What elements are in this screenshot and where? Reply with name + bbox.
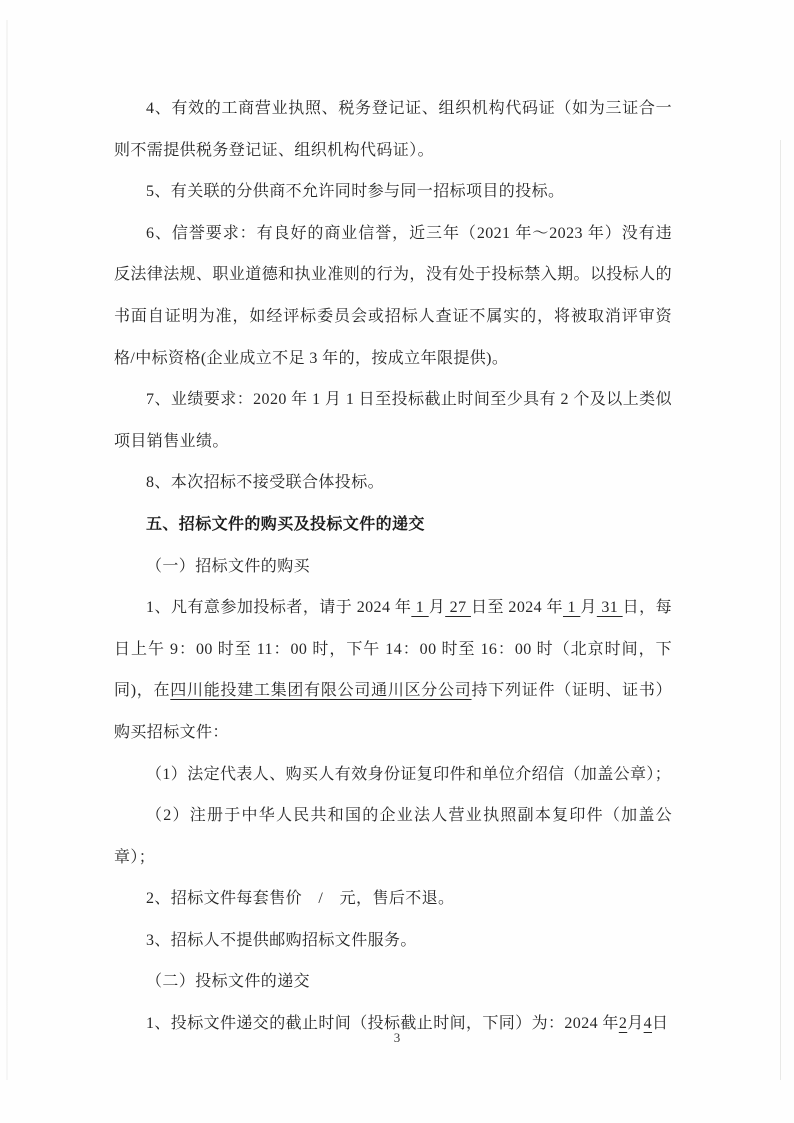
qualification-item-4 — [114, 88, 672, 171]
qualification-item-5 — [114, 171, 672, 213]
purchase-item-1-text: 月 — [580, 599, 597, 617]
qualification-item-7-performance-requirement-text: 7、业绩要求：2020 年 1 月 1 日至投标截止时间至少具有 2 个及以上类似项目销售业绩。 — [114, 391, 672, 450]
page-footer — [0, 1030, 794, 1046]
submission-item-1-deadline-text: 日 — [652, 1015, 669, 1033]
purchase-item-1-text: 日至 2024 年 — [470, 599, 563, 617]
purchase-item-1-text: 日，每日上午 9：00 时至 11：00 时，下午 14：00 时至 16：00 时（北京时间，下同)，在 — [114, 599, 672, 700]
section-5-heading — [114, 504, 672, 546]
qualification-item-6-credit-requirement — [114, 213, 672, 379]
subsection-1-heading-purchase-text: （一）招标文件的购买 — [146, 557, 311, 575]
qualification-item-5-text: 5、有关联的分供商不允许同时参与同一招标项目的投标。 — [146, 183, 565, 201]
purchase-item-1 — [114, 587, 672, 753]
submission-item-1-deadline-text: 月 — [627, 1015, 644, 1033]
subsection-2-heading-submission-text: （二）投标文件的递交 — [146, 973, 311, 991]
document-body — [114, 88, 672, 1045]
section-5-heading-text: 五、招标文件的购买及投标文件的递交 — [146, 515, 425, 533]
qualification-item-7-performance-requirement — [114, 379, 672, 462]
purchase-certificate-2 — [114, 795, 672, 878]
purchase-item-1-underlined-value: 1 — [411, 599, 429, 617]
qualification-item-6-credit-requirement-text: 6、信誉要求：有良好的商业信誉，近三年（2021 年～2023 年）没有违反法律法规、职业道德和执业准则的行为，没有处于投标禁入期。以投标人的书面自证明为准，如经评标委员会或招标人查证不属实的，将被取消评审资格/中标资格(企业成立不足 3 年的，按成立年限提供)。 — [114, 224, 672, 367]
qualification-item-8 — [114, 462, 672, 504]
purchase-item-1-underlined-value: 31 — [596, 599, 623, 617]
purchase-certificate-1-text: （1）法定代表人、购买人有效身份证复印件和单位介绍信（加盖公章）； — [146, 765, 672, 783]
subsection-1-heading-purchase — [114, 546, 672, 588]
purchase-item-2-price-text: 2、招标文件每套售价 / 元，售后不退。 — [146, 890, 455, 908]
purchase-item-1-underlined-value: 1 — [562, 599, 581, 617]
purchase-certificate-2-text: （2）注册于中华人民共和国的企业法人营业执照副本复印件（加盖公章）； — [114, 807, 672, 866]
submission-item-1-deadline-underlined-value: 4 — [643, 1015, 653, 1033]
submission-item-1-deadline-text: 1、投标文件递交的截止时间（投标截止时间，下同）为：2024 年 — [146, 1015, 619, 1033]
scan-edge-artifact-left — [6, 20, 8, 1080]
purchase-item-3 — [114, 920, 672, 962]
purchase-item-1-underlined-value: 四川能投建工集团有限公司通川区分公司 — [170, 682, 472, 700]
subsection-2-heading-submission — [114, 961, 672, 1003]
purchase-certificate-1 — [114, 754, 672, 796]
purchase-item-1-underlined-value: 27 — [445, 599, 471, 617]
purchase-item-1-text: 1、凡有意参加投标者，请于 2024 年 — [146, 599, 412, 617]
purchase-item-1-text: 月 — [428, 599, 446, 617]
submission-item-1-deadline-underlined-value: 2 — [618, 1015, 628, 1033]
qualification-item-4-text: 4、有效的工商营业执照、税务登记证、组织机构代码证（如为三证合一则不需提供税务登记证、组织机构代码证）。 — [114, 100, 672, 159]
page-number: 3 — [393, 1030, 401, 1045]
purchase-item-2-price — [114, 878, 672, 920]
scan-edge-artifact-right — [780, 140, 781, 1080]
purchase-item-1-text: 持下列证件（证明、证书）购买招标文件： — [114, 682, 672, 741]
qualification-item-8-text: 8、本次招标不接受联合体投标。 — [146, 474, 385, 492]
purchase-item-3-text: 3、招标人不提供邮购招标文件服务。 — [146, 931, 417, 949]
